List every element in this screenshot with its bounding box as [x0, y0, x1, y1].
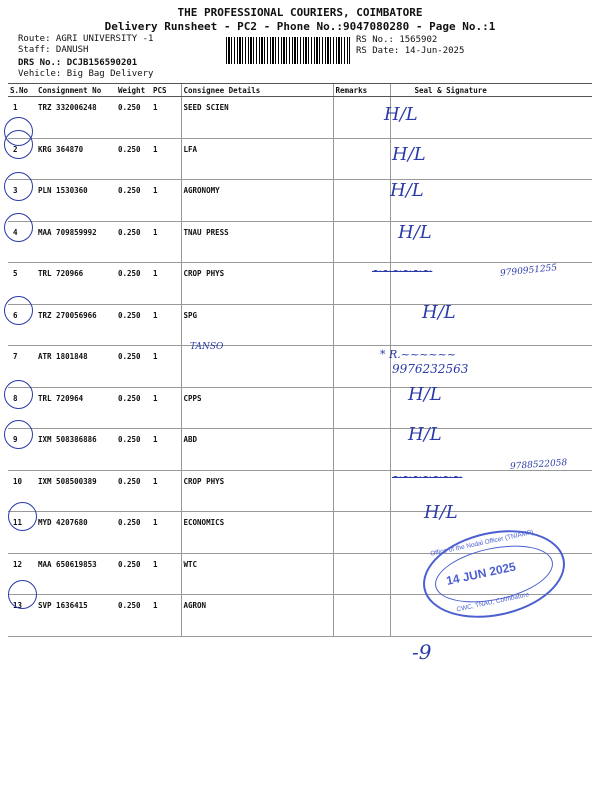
vehicle-info: Vehicle: Big Bag Delivery [18, 69, 154, 79]
col-sno: S.No [8, 84, 36, 97]
signature-initials: H/L [390, 180, 424, 201]
table-row: 7 ATR 1801848 0.250 1 [8, 346, 592, 388]
signature-initials: H/L [422, 302, 456, 323]
handwritten-circle [4, 172, 33, 201]
signature-initials: H/L [424, 502, 458, 523]
company-title: THE PROFESSIONAL COURIERS, COIMBATORE [177, 6, 423, 19]
col-consignment: Consignment No [36, 84, 116, 97]
handwritten-circle [4, 380, 33, 409]
table-row: 9 IXM 508386886 0.250 1 ABD [8, 429, 592, 471]
handwritten-circle [4, 130, 33, 159]
table-row: 1 TRZ 332006248 0.250 1 SEED SCIEN [8, 97, 592, 139]
barcode [226, 37, 350, 64]
col-remarks: Remarks [333, 84, 390, 97]
col-pcs: PCS [151, 84, 181, 97]
table-row: 2 KRG 364870 0.250 1 LFA [8, 138, 592, 180]
table-row: 10 IXM 508500389 0.250 1 CROP PHYS [8, 470, 592, 512]
table-row: 5 TRL 720966 0.250 1 CROP PHYS [8, 263, 592, 305]
handwritten-phone: 9790951255 [499, 263, 558, 279]
signature-initials: H/L [398, 222, 432, 243]
staff-info: Staff: DANUSH [18, 45, 89, 55]
stamp-date: 14 JUN 2025 [444, 559, 518, 588]
signature-initials: H/L [384, 104, 418, 125]
signature-initials: H/L [408, 384, 442, 405]
handwritten-circle [4, 213, 33, 242]
handwritten-circle [8, 502, 37, 531]
handwritten-phone: 9976232563 [392, 362, 469, 376]
handwritten-phone: 9788522058 [509, 458, 568, 472]
crossed-signature: ~~~~~~~ [392, 470, 463, 484]
col-consignee: Consignee Details [181, 84, 333, 97]
table-row: 13 SVP 1636415 0.250 1 AGRON [8, 595, 592, 637]
drs-number: DRS No.: DCJB156590201 [18, 58, 138, 68]
crossed-signature: ~~~~~~ [372, 264, 433, 278]
table-row: 6 TRZ 270056966 0.250 1 SPG [8, 304, 592, 346]
handwritten-circle [4, 420, 33, 449]
handwritten-circle [4, 296, 33, 325]
table-header-row [8, 84, 592, 97]
signature-initials: H/L [408, 424, 442, 445]
stamp-bottom-text: CWC, TNAU, Coimbatore [455, 591, 530, 614]
table-row: 3 PLN 1530360 0.250 1 AGRONOMY [8, 180, 592, 222]
handwritten-consignee: TANSO [190, 342, 224, 352]
handwritten-signature-row7: * R.~~~~~~ [380, 348, 457, 361]
table-row: 11 MYD 4207680 0.250 1 ECONOMICS [8, 512, 592, 554]
stamp-top-text: Office of the Nodal Officer (TNIAMP) [429, 528, 535, 558]
table-row: 8 TRL 720964 0.250 1 CPPS [8, 387, 592, 429]
rs-date: RS Date: 14-Jun-2025 [356, 46, 465, 56]
route-info: Route: AGRI UNIVERSITY -1 [18, 34, 154, 44]
table-row: 12 MAA 650619853 0.250 1 WTC [8, 553, 592, 595]
table-row: 4 MAA 709859992 0.250 1 TNAU PRESS [8, 221, 592, 263]
signature-initials: H/L [392, 144, 426, 165]
col-seal: Seal & Signature [390, 84, 592, 97]
col-weight: Weight [116, 84, 151, 97]
handwritten-circle [8, 580, 37, 609]
handwritten-footer-mark: -9 [412, 640, 432, 664]
rs-number: RS No.: 1565902 [356, 35, 438, 45]
runsheet-title: Delivery Runsheet - PC2 - Phone No.:9047080280 - Page No.:1 [104, 20, 496, 33]
